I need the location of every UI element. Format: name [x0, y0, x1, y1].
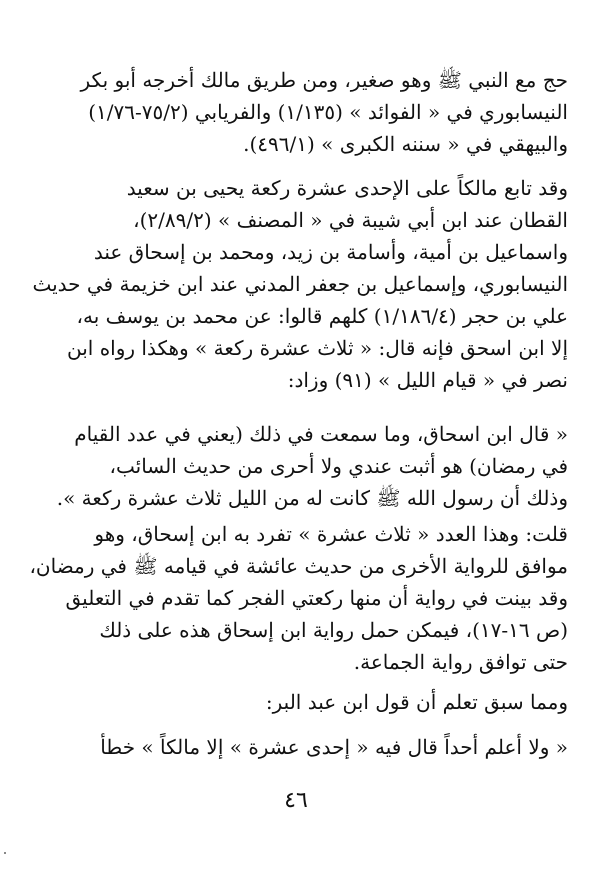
- text-line: والبيهقي في « سننه الكبرى » (٤٩٦/١).: [243, 132, 568, 156]
- scan-speck: [4, 852, 6, 854]
- text-line: موافق للرواية الأخرى من حديث عائشة في قيامه ﷺ في رمضان،: [29, 554, 568, 578]
- paragraph-4: [28, 518, 568, 678]
- text-line: وقد تابع مالكاً على الإحدى عشرة ركعة يحيى بن سعيد: [126, 176, 568, 200]
- text-line: واسماعيل بن أمية، وأسامة بن زيد، ومحمد بن إسحاق عند: [93, 240, 568, 264]
- text-line: حج مع النبي ﷺ وهو صغير، ومن طريق مالك أخرجه أبو بكر: [80, 68, 568, 92]
- text-line: « ولا أعلم أحداً قال فيه « إحدى عشرة » إلا مالكاً » خطأ: [100, 735, 568, 759]
- text-line: علي بن حجر (١/١٨٦/٤) كلهم قالوا: عن محمد بن يوسف به،: [76, 304, 568, 328]
- paragraph-3: [28, 418, 568, 514]
- text-line: قلت: وهذا العدد « ثلاث عشرة » تفرد به ابن إسحاق، وهو: [94, 522, 568, 546]
- text-line: وذلك أن رسول الله ﷺ كانت له من الليل ثلاث عشرة ركعة ».: [56, 486, 568, 510]
- text-line: وقد بينت في رواية أن منها ركعتي الفجر كما تقدم في التعليق: [65, 586, 568, 610]
- paragraph-2: [28, 172, 568, 396]
- text-line: إلا ابن اسحق فإنه قال: « ثلاث عشرة ركعة » وهكذا رواه ابن: [66, 336, 568, 360]
- text-line: القطان عند ابن أبي شيبة في « المصنف » (٢/٨٩/٢)،: [133, 208, 568, 232]
- text-line: حتى توافق رواية الجماعة.: [353, 650, 568, 674]
- paragraph-1: [28, 64, 568, 160]
- text-line: « قال ابن اسحاق، وما سمعت في ذلك (يعني في عدد القيام: [74, 422, 568, 446]
- page-number: ٤٦: [284, 788, 308, 813]
- text-line: النيسابوري في « الفوائد » (١/١٣٥) والفريابي (٧٥/٢-١/٧٦): [88, 100, 568, 124]
- text-line: ومما سبق تعلم أن قول ابن عبد البر:: [265, 690, 568, 714]
- text-line: نصر في « قيام الليل » (٩١) وزاد:: [287, 368, 568, 392]
- paragraph-5: [28, 686, 568, 718]
- text-line: (ص ١٦-١٧)، فيمكن حمل رواية ابن إسحاق هذه على ذلك: [99, 618, 568, 642]
- text-line: النيسابوري، وإسماعيل بن جعفر المدني عند ابن خزيمة في حديث: [32, 272, 568, 296]
- text-line: في رمضان) هو أثبت عندي ولا أحرى من حديث السائب،: [109, 454, 568, 478]
- paragraph-6: [28, 731, 568, 763]
